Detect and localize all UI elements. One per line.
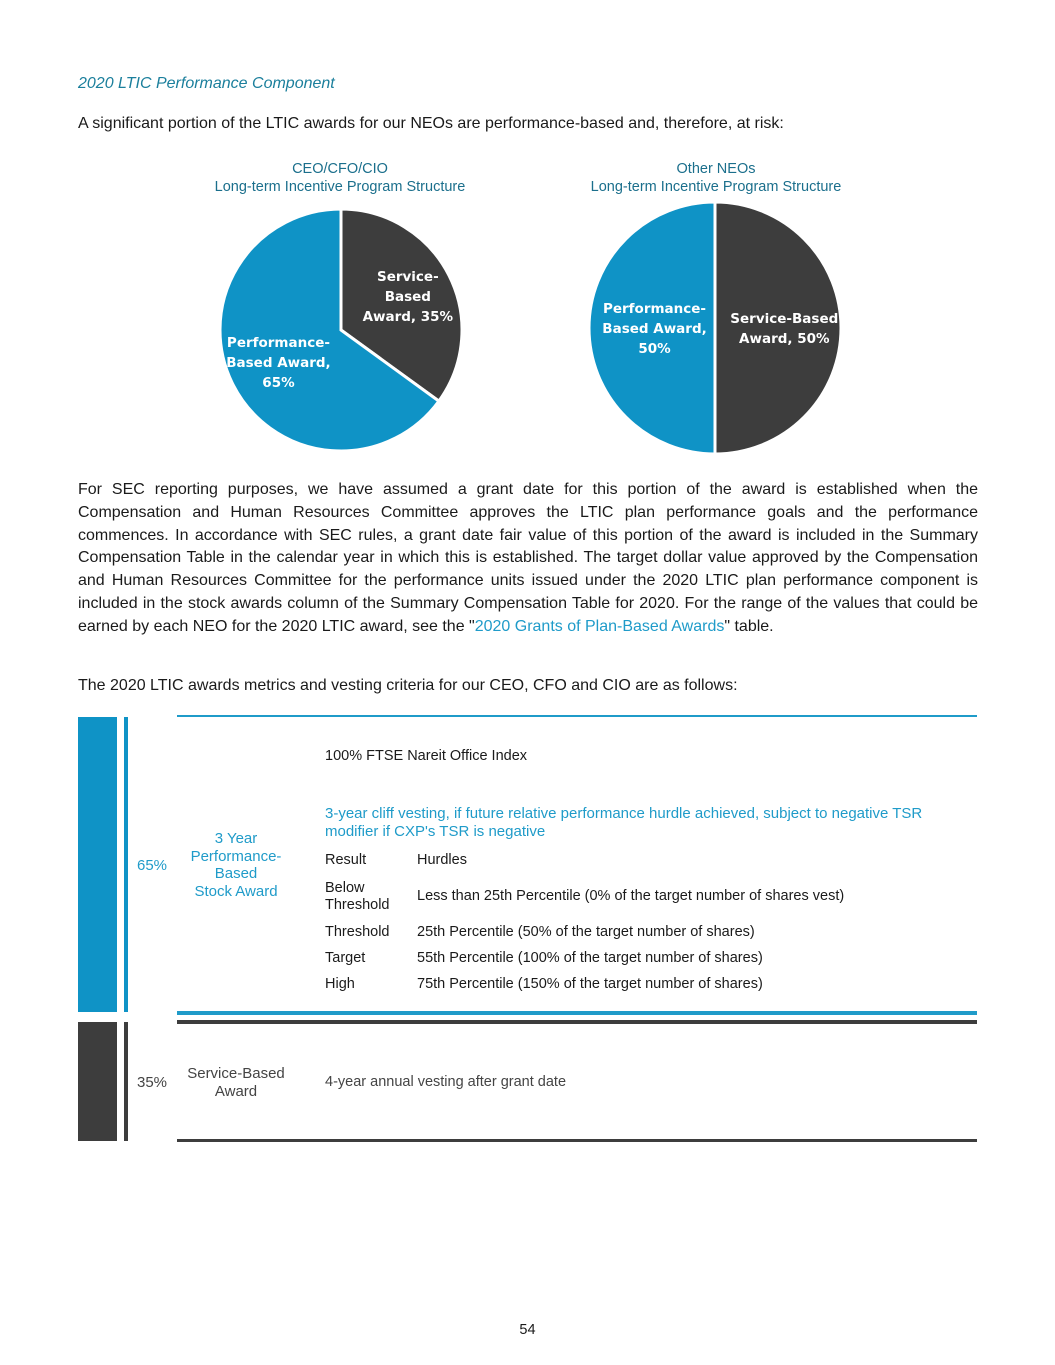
service-vesting: 4-year annual vesting after grant date xyxy=(325,1074,567,1090)
metrics-intro: The 2020 LTIC awards metrics and vesting criteria for our CEO, CFO and CIO are as follows: xyxy=(78,677,738,694)
chart2-title-line2: Long-term Incentive Program Structure xyxy=(590,179,842,195)
service-top-rule xyxy=(177,1020,977,1024)
row3-result: Target xyxy=(325,950,366,966)
performance-color-bar xyxy=(78,717,117,1012)
row2-hurdle: 25th Percentile (50% of the target number of shares) xyxy=(417,924,755,940)
performance-bottom-rule xyxy=(177,1011,977,1015)
performance-percent: 65% xyxy=(137,857,168,874)
pie2-slice-service-label: Service-Based Award, 50% xyxy=(730,311,839,347)
row4-result: High xyxy=(325,976,355,992)
grants-table-link[interactable]: 2020 Grants of Plan-Based Awards xyxy=(474,617,725,635)
performance-award-label xyxy=(178,830,294,900)
pie-chart-ceo xyxy=(220,209,462,451)
pie2-slice-service xyxy=(715,202,841,454)
index-text: 100% FTSE Nareit Office Index xyxy=(325,748,528,764)
vesting-description xyxy=(325,805,922,840)
sec-reporting-paragraph xyxy=(78,479,978,639)
pie1-slice-performance-label: Performance-Based Award, 65% xyxy=(226,334,331,391)
service-label-line1: Service-Based xyxy=(187,1065,285,1082)
row1-result-line1: Below xyxy=(325,880,365,896)
performance-thin-bar xyxy=(124,717,128,1012)
paragraph-tail: " table. xyxy=(724,617,774,635)
pie-charts-area xyxy=(0,0,1055,470)
chart1-title-line2: Long-term Incentive Program Structure xyxy=(214,179,466,195)
header-result: Result xyxy=(325,852,367,868)
vesting-line2: modifier if CXP's TSR is negative xyxy=(325,822,546,840)
row2-result: Threshold xyxy=(325,924,390,940)
intro-text: A significant portion of the LTIC awards for our NEOs are performance-based and, therefore, at risk: xyxy=(78,115,784,132)
row4-hurdle: 75th Percentile (150% of the target number of shares) xyxy=(417,976,763,992)
performance-label-line1: 3 Year xyxy=(214,830,258,847)
service-label-line2: Award xyxy=(214,1082,258,1100)
section-heading: 2020 LTIC Performance Component xyxy=(78,75,335,92)
service-bottom-rule xyxy=(177,1139,977,1142)
pie1-slice-service-label: Service-Based Award, 35% xyxy=(362,268,454,325)
performance-label-line3: Based xyxy=(214,865,258,882)
service-color-bar xyxy=(78,1022,117,1141)
pie-chart-other-neos xyxy=(589,202,841,454)
performance-label-line4: Stock Award xyxy=(194,882,278,900)
vesting-line1: 3-year cliff vesting, if future relative performance hurdle achieved, subject to negative TSR xyxy=(325,805,923,822)
page-number: 54 xyxy=(519,1322,536,1338)
header-hurdles: Hurdles xyxy=(417,852,467,868)
pie2-slice-performance-label: Performance-Based Award, 50% xyxy=(602,301,707,357)
row1-result-line2: Threshold xyxy=(325,897,390,913)
row1-hurdle: Less than 25th Percentile (0% of the target number of shares vest) xyxy=(417,888,845,904)
chart1-title-line1: CEO/CFO/CIO xyxy=(292,161,388,177)
chart2-title-line1: Other NEOs xyxy=(676,161,756,177)
service-thin-bar xyxy=(124,1022,128,1141)
performance-label-line2: Performance- xyxy=(190,847,282,865)
paragraph-text: For SEC reporting purposes, we have assumed a grant date for this portion of the award is established when the Compensation and Human Resources Committee approves the LTIC plan performance goals and the performance commences. In accordance with SEC rules, a grant date fair value of this portion of the award is included in the Summary Compensation Table in the calendar year in which this is established. The target dollar value approved by the Compensation and Human Resources Committee for the performance units issued under the 2020 LTIC plan performance component is included in the stock awards column of the Summary Compensation Table for 2020. For the range of the values that could be earned by each NEO for the 2020 LTIC award, see the " xyxy=(78,481,978,635)
row3-hurdle: 55th Percentile (100% of the target number of shares) xyxy=(417,950,763,966)
row1-result xyxy=(325,880,389,914)
service-award-label xyxy=(178,1065,294,1100)
performance-top-rule xyxy=(177,715,977,717)
service-percent: 35% xyxy=(137,1074,168,1091)
